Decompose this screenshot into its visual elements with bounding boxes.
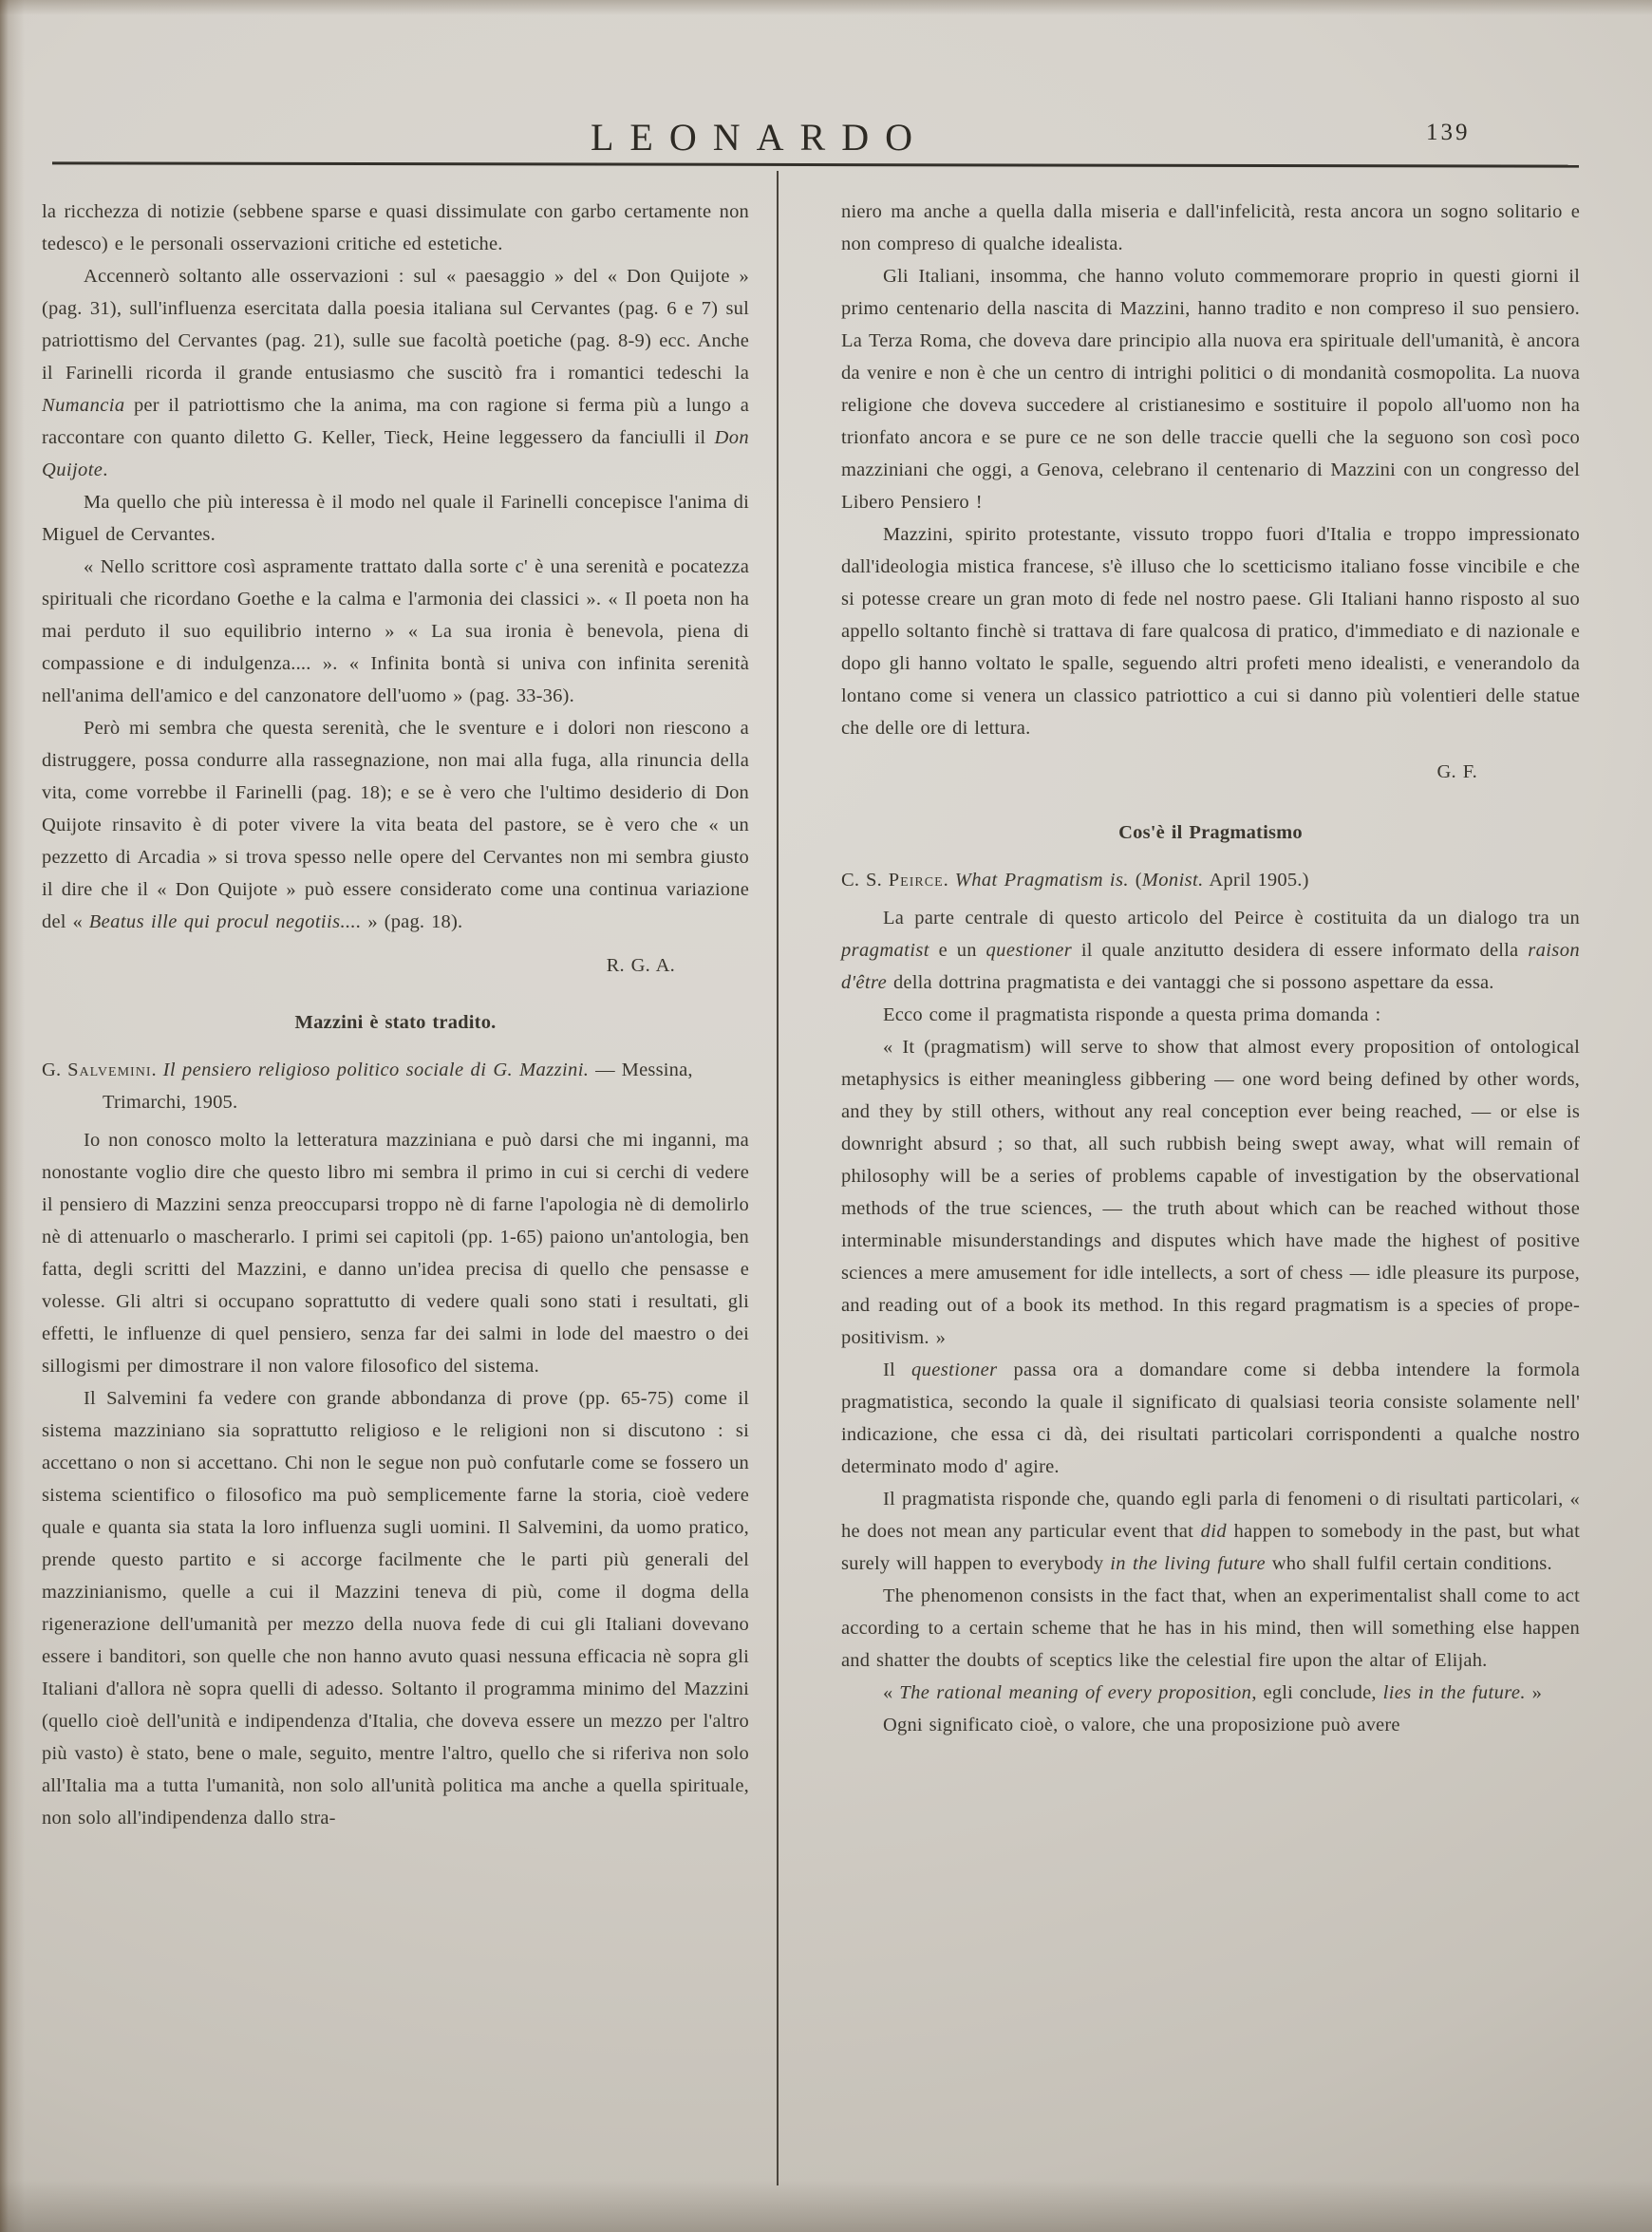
review-paragraph: Però mi sembra che questa serenità, che le sventure e i dolori non riescono a distruggere, possa condurre alla rassegnazione, non mai alla fuga, alla rinuncia della vita, come vorrebbe il Farinelli (pag. 18); e se è vero che l'ultimo desiderio di Don Quijote rinsavito è di poter vivere la vita beata del pastore, se è vero che « un pezzetto di Arcadia » si trova spesso nelle opere del Cervantes non mi sembra giusto il dire che il « Don Quijote » può essere considerato come una continua variazione del « Beatus ille qui procul negotiis.... » (pag. 18).: [42, 718, 749, 932]
page-number: 139: [1426, 120, 1471, 145]
review-paragraph-continuation: la ricchezza di notizie (sebbene sparse e quasi dissimulate con garbo certamente non tedesco) e le personali osservazioni critiche ed estetiche.: [42, 201, 749, 254]
article-paragraph: La parte centrale di questo articolo del Peirce è costituita da un dialogo tra un pragmatist e un questioner il quale anzitutto desidera di essere informato della raison d'être della dottrina pragmatista e dei vantaggi che si possono aspettare da essa.: [841, 908, 1580, 993]
review-paragraph-quote: « Nello scrittore così aspramente trattato dalla sorte c' è una serenità e pocatezza spirituali che ricordano Goethe e la calma e l'armonia dei classici ». « Il poeta non ha mai perduto il suo equilibrio interno » « La sua ironia è benevola, piena di compassione e di indulgenza.... ». « Infinita bontà si univa con infinita serenità nell'anima dell'amico e del canzonatore dell'uomo » (pag. 33-36).: [42, 556, 749, 706]
column-divider: [777, 171, 779, 2185]
review-paragraph: Ma quello che più interessa è il modo nel quale il Farinelli concepisce l'anima di Miguel de Cervantes.: [42, 492, 749, 545]
article-title-pragmatismo: Cos'è il Pragmatismo: [1118, 822, 1303, 843]
article-title-mazzini: Mazzini è stato tradito.: [294, 1012, 497, 1033]
review-paragraph: Accennerò soltanto alle osservazioni : sul « paesaggio » del « Don Quijote » (pag. 31), sull'influenza esercitata dalla poesia italiana sul Cervantes (pag. 6 e 7) sul patriottismo del Cervantes (pag. 21), sulle sue facoltà poetiche (pag. 8-9) ecc. Anche il Farinelli ricorda il grande entusiasmo che suscitò fra i romantici tedeschi la Numancia per il patriottismo che la anima, ma con ragione si ferma più a lungo a raccontare con quanto diletto G. Keller, Tieck, Heine leggessero da fanciulli il Don Quijote.: [42, 266, 749, 480]
header-rule: [52, 161, 1579, 167]
article-paragraph: Ecco come il pragmatista risponde a questa prima domanda :: [883, 1004, 1381, 1025]
journal-title: LEONARDO: [591, 116, 929, 159]
article-paragraph: Mazzini, spirito protestante, vissuto troppo fuori d'Italia e troppo impressionato dall'ideologia mistica francese, s'è illuso che lo scetticismo italiano fosse vincibile e che si potesse creare un gran moto di fede nel nostro paese. Gli Italiani hanno risposto al suo appello soltanto finchè si trattava di fare qualcosa di pratico, d'immediato e di nazionale e dopo gli hanno voltato le spalle, seguendo altri profeti meno idealisti, e venerandolo da lontano come si venera un classico patriottico a cui si danno più volentieri delle statue che delle ore di lettura.: [841, 524, 1580, 739]
article-paragraph-quote-english: « It (pragmatism) will serve to show that almost every proposition of ontological metaphysics is either meaningless gibbering — one word being defined by other words, and they by still others, without any real conception ever being reached, — or else is downright absurd ; so that, all such rubbish being swept away, what will remain of philosophy will be a series of problems capable of investigation by the observational methods of the true sciences, — the truth about which can be reached without those interminable misunderstandings and disputes which have made the highest of positive sciences a mere amusement for idle intellects, a sort of chess — idle pleasure its purpose, and reading out of a book its method. In this regard pragmatism is a species of prope-positivism. »: [841, 1037, 1580, 1348]
article-paragraph: Il pragmatista risponde che, quando egli parla di fenomeni o di risultati particolari, « he does not mean any particular event that did happen to somebody in the past, but what surely will happen to everybody in the living future who shall fulfil certain conditions.: [841, 1489, 1580, 1574]
article-paragraph: The phenomenon consists in the fact that, when an experimentalist shall come to act according to a certain scheme that he has in his mind, then will something else happen and shatter the doubts of sceptics like the celestial fire upon the altar of Elijah.: [841, 1585, 1580, 1671]
left-column: [42, 196, 749, 1834]
reviewer-signature: R. G. A.: [606, 955, 675, 976]
article-paragraph-quote-english: « The rational meaning of every proposition, egli conclude, lies in the future. »: [883, 1682, 1543, 1703]
right-column: [841, 196, 1580, 1741]
bibliography-salvemini: G. Salvemini. Il pensiero religioso politico sociale di G. Mazzini. — Messina, Trimarchi, 1905.: [42, 1060, 693, 1113]
bibliography-peirce: C. S. Peirce. What Pragmatism is. (Monist. April 1905.): [841, 870, 1309, 891]
article-paragraph-continuation: niero ma anche a quella dalla miseria e dall'infelicità, resta ancora un sogno solitario e non compreso di qualche idealista.: [841, 201, 1580, 254]
article-paragraph: Io non conosco molto la letteratura mazziniana e può darsi che mi inganni, ma nonostante voglio dire che questo libro mi sembra il primo in cui si cerchi di vedere il pensiero di Mazzini senza preoccuparsi troppo nè di farne l'apologia nè di demolirlo nè di attenuarlo o mascherarlo. I primi sei capitoli (pp. 1-65) paiono un'antologia, ben fatta, degli scritti del Mazzini, e danno un'idea precisa di quello che pensasse e volesse. Gli altri si occupano soprattutto di vedere quali sono stati i resultati, gli effetti, le influenze di quel pensiero, senza far dei salmi in lode del maestro o dei sillogismi per dimostrare il non valore filosofico del sistema.: [42, 1130, 749, 1377]
article-paragraph: Ogni significato cioè, o valore, che una proposizione può avere: [883, 1715, 1400, 1735]
article-paragraph: Il Salvemini fa vedere con grande abbondanza di prove (pp. 65-75) come il sistema mazziniano sia soprattutto religioso e le religioni non si discutono : si accettano o non si accettano. Chi non le segue non può confutarle come se fossero un sistema scientifico o filosofico ma può semplicemente farne la storia, cioè vedere quale e quanta sia stata la loro influenza sugli uomini. Il Salvemini, da uomo pratico, prende questo partito e si accorge facilmente che le parti più generali del mazzinianismo, quelle a cui il Mazzini teneva di più, come il dogma della rigenerazione dell'umanità per mezzo della nuova fede di cui gli Italiani dovevano essere i banditori, son quelle che non hanno avuto quasi nessuna efficacia nè sopra gli Italiani d'allora nè sopra quelli di adesso. Soltanto il programma minimo del Mazzini (quello cioè dell'unità e indipendenza d'Italia, che doveva essere un mezzo per l'altro più vasto) è stato, bene o male, seguito, mentre l'altro, quello che si riferiva non solo all'Italia ma a tutta l'umanità, non solo all'unità politica ma anche a quella spirituale, non solo all'indipendenza dallo stra-: [42, 1388, 749, 1829]
article-paragraph: Il questioner passa ora a domandare come si debba intendere la formola pragmatistica, secondo la quale il significato di qualsiasi teoria consiste solamente nell' indicazione, che essa ci dà, dei risultati particolari corrispondenti a qualche nostro determinato modo d' agire.: [841, 1360, 1580, 1477]
reviewer-signature: G. F.: [1436, 761, 1477, 782]
article-paragraph: Gli Italiani, insomma, che hanno voluto commemorare proprio in questi giorni il primo centenario della nascita di Mazzini, hanno tradito e non compreso il suo pensiero. La Terza Roma, che doveva dare principio alla nuova era spirituale dell'umanità, è ancora da venire e non è che un centro di intrighi politici o di mondanità cosmopolita. La nuova religione che doveva succedere al cristianesimo e sostituire il popolo all'uomo non ha trionfato ancora e se pure ce ne son delle traccie quelli che la seguono son così poco mazziniani che oggi, a Genova, celebrano il centenario di Mazzini con un congresso del Libero Pensiero !: [841, 266, 1580, 513]
